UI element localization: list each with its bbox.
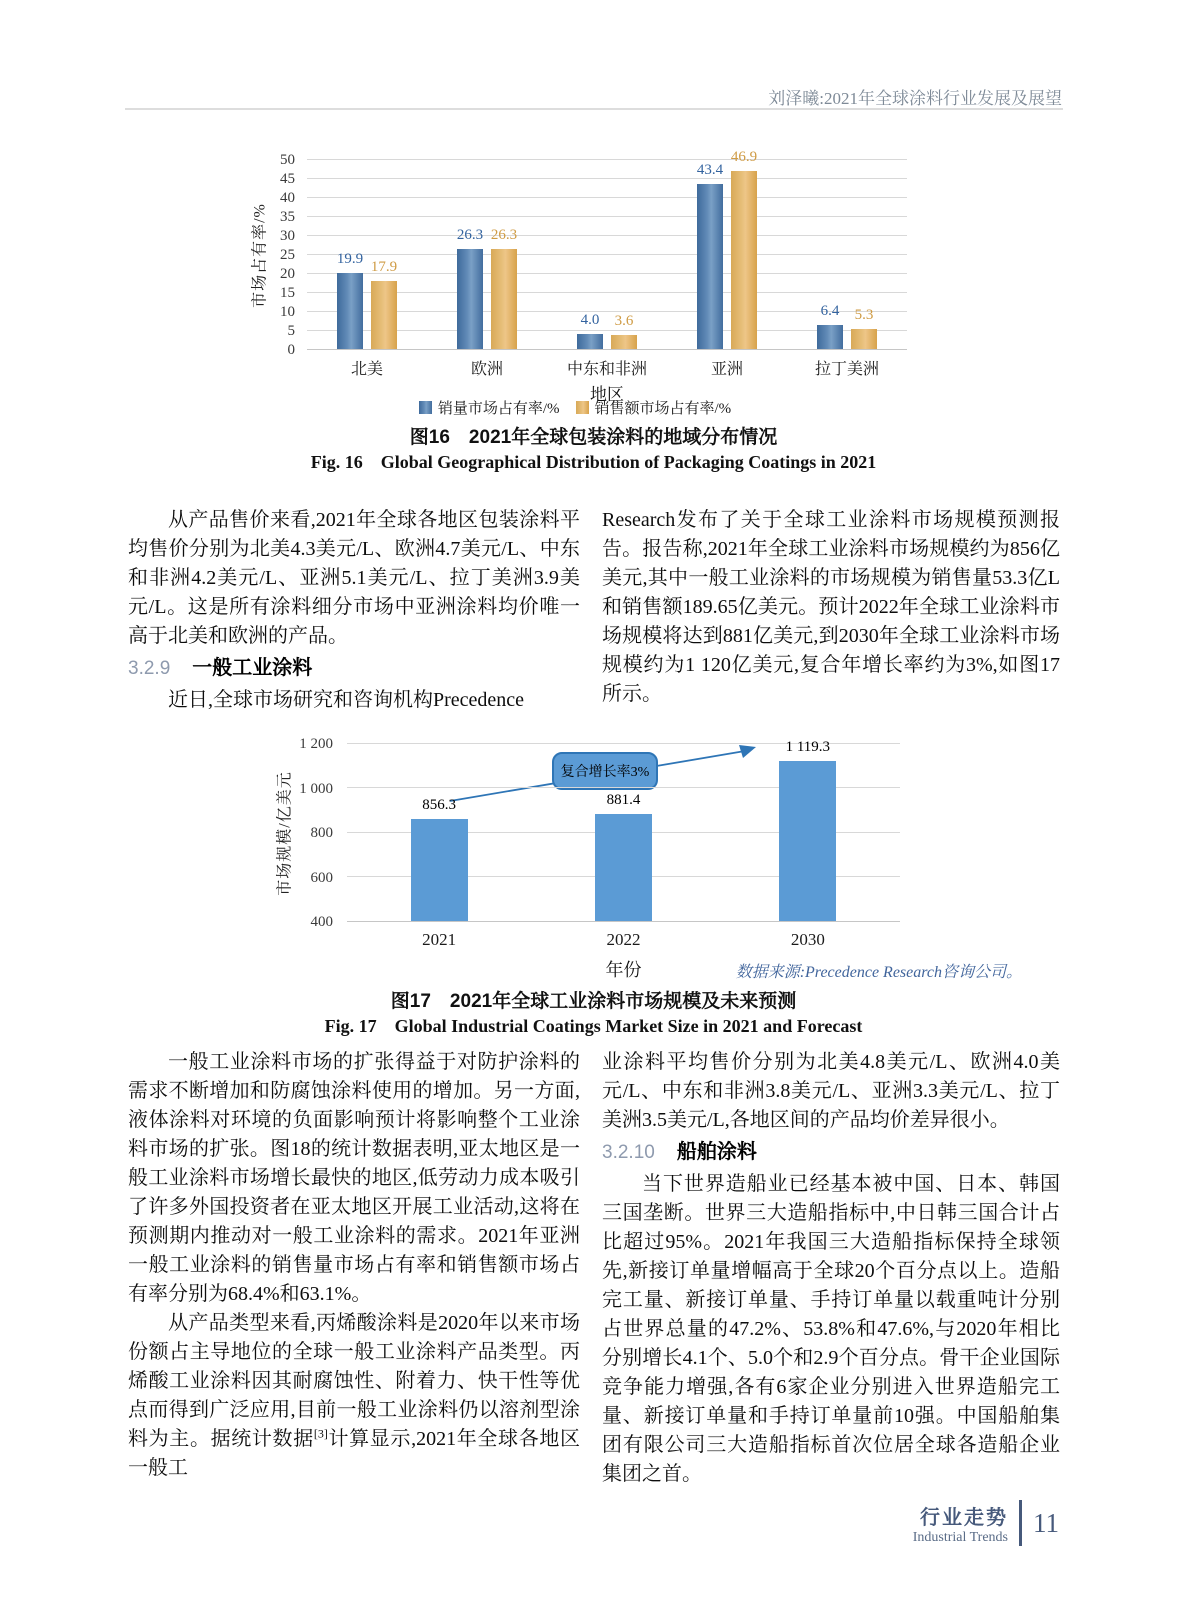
right-column-top xyxy=(602,506,1060,709)
footer-divider xyxy=(1019,1500,1022,1546)
figure17-caption-cn: 图17 2021年全球工业涂料市场规模及未来预测 xyxy=(390,991,797,1012)
y-tick-label: 400 xyxy=(310,914,333,930)
bar-value-label: 881.4 xyxy=(606,791,641,808)
y-tick-label: 35 xyxy=(280,209,295,225)
x-axis-categories xyxy=(347,930,900,950)
footer-section-cn: 行业走势 xyxy=(920,1506,1008,1529)
bar-value-label: 26.3 xyxy=(456,227,484,244)
figure16-chart xyxy=(225,138,925,428)
y-tick-label: 10 xyxy=(280,304,295,320)
section-heading-3-2-10 xyxy=(602,1138,1060,1167)
bar-value-label: 3.6 xyxy=(614,313,634,330)
bar-value-label: 43.4 xyxy=(696,162,724,179)
running-header: 刘泽曦:2021年全球涂料行业发展及展望 xyxy=(768,89,1062,108)
bar xyxy=(779,761,836,921)
right-column-bottom xyxy=(602,1048,1060,1489)
y-tick-label: 1 200 xyxy=(299,736,333,752)
bar xyxy=(817,325,843,349)
footer-section-en: Industrial Trends xyxy=(912,1529,1008,1545)
bar-value-label: 5.3 xyxy=(854,306,874,323)
x-axis-title: 年份 xyxy=(605,960,642,980)
data-source-note: 数据来源:Precedence Research咨询公司。 xyxy=(735,964,1022,981)
bar xyxy=(457,249,483,349)
bar-value-label: 19.9 xyxy=(336,251,364,268)
bar xyxy=(411,819,468,921)
header-divider xyxy=(125,108,1063,110)
figure16-caption-en: Fig. 16 Global Geographical Distribution of Packaging Coatings in 2021 xyxy=(310,452,877,472)
citation-ref: [3] xyxy=(313,1426,328,1441)
paragraph-text: 从产品类型来看,丙烯酸涂料是2020年以来市场份额占主导地位的全球一般工业涂料产品类型。丙烯酸工业涂料因其耐腐蚀性、附着力、快干性等优点而得到广泛应用,目前一般工业涂料仍以溶剂型涂料为主。据统计数据 xyxy=(128,1312,580,1450)
gridline xyxy=(307,197,907,198)
bar xyxy=(611,335,637,349)
y-tick-label: 5 xyxy=(287,323,295,339)
gridline xyxy=(307,178,907,179)
y-axis-ticks xyxy=(251,152,295,358)
y-tick-label: 0 xyxy=(287,342,295,358)
x-axis-categories xyxy=(307,356,907,379)
x-tick-label: 2030 xyxy=(790,930,825,949)
plot-area xyxy=(307,148,907,350)
y-axis-title: 市场规模/亿美元 xyxy=(276,771,294,896)
y-axis-ticks xyxy=(283,736,333,930)
bar xyxy=(595,814,652,921)
section-title: 船舶涂料 xyxy=(676,1141,757,1163)
page-footer xyxy=(913,1500,1059,1546)
footer-section xyxy=(913,1501,1008,1546)
bar-value-label: 17.9 xyxy=(370,258,398,275)
legend-swatch xyxy=(576,401,589,414)
x-tick-label: 欧洲 xyxy=(470,361,503,378)
bar xyxy=(697,184,723,349)
bar xyxy=(337,273,363,349)
y-tick-label: 45 xyxy=(280,171,295,187)
chart-legend xyxy=(225,397,925,418)
y-tick-label: 1 000 xyxy=(299,780,333,797)
x-tick-label: 拉丁美洲 xyxy=(814,361,879,378)
gridline xyxy=(307,159,907,160)
cagr-annotation: 复合增长率3% xyxy=(552,752,658,790)
paragraph: 业涂料平均售价分别为北美4.8美元/L、欧洲4.0美元/L、中东和非洲3.8美元/L、亚洲3.3美元/L、拉丁美洲3.5美元/L,各地区间的产品均价差异很小。 xyxy=(602,1051,1060,1131)
y-tick-label: 20 xyxy=(280,266,295,282)
left-column-top xyxy=(128,506,580,715)
section-number: 3.2.9 xyxy=(128,658,171,679)
x-tick-label: 北美 xyxy=(350,361,383,378)
legend-item xyxy=(576,397,732,418)
bar xyxy=(371,281,397,349)
x-tick-label: 亚洲 xyxy=(710,361,743,378)
section-title: 一般工业涂料 xyxy=(192,657,313,679)
paragraph: 近日,全球市场研究和咨询机构Precedence xyxy=(168,689,525,711)
gridline xyxy=(307,235,907,236)
x-tick-label: 2022 xyxy=(606,930,641,949)
bar-value-label: 46.9 xyxy=(730,148,758,165)
bar xyxy=(491,249,517,349)
y-tick-label: 800 xyxy=(310,825,333,841)
gridline xyxy=(307,311,907,312)
legend-label: 销售额市场占有率/% xyxy=(594,401,732,417)
bar-value-label: 856.3 xyxy=(422,797,457,814)
paragraph xyxy=(128,1309,580,1483)
legend-swatch xyxy=(419,401,432,414)
paragraph: 一般工业涂料市场的扩张得益于对防护涂料的需求不断增加和防腐蚀涂料使用的增加。另一方面,液体涂料对环境的负面影响预计将影响整个工业涂料市场的扩张。图18的统计数据表明,亚太地区是一般工业涂料市场增长最快的地区,低劳动力成本吸引了许多外国投资者在亚太地区开展工业活动,这将在预测期内推动对一般工业涂料的需求。2021年亚洲一般工业涂料的销售量市场占有率和销售额市场占有率分别为68.4%和63.1%。 xyxy=(128,1051,580,1305)
paragraph: Research发布了关于全球工业涂料市场规模预测报告。报告称,2021年全球工业涂料市场规模约为856亿美元,其中一般工业涂料的市场规模为销售量53.3亿L和销售额189.65亿美元。预计2022年全球工业涂料市场规模将达到881亿美元,到2030年全球工业涂料市场规模约为1 120亿美元,复合年增长率约为3%,如图17所示。 xyxy=(602,509,1060,705)
paragraph-text: 计算显示,2021年全球各地区一般工 xyxy=(128,1428,581,1479)
y-axis-title: 市场占有率/% xyxy=(251,203,269,308)
section-heading-3-2-9 xyxy=(128,654,580,683)
gridline xyxy=(307,254,907,255)
legend-item xyxy=(419,397,560,418)
legend-label: 销量市场占有率/% xyxy=(437,401,560,417)
bar xyxy=(577,334,603,349)
page-number: 11 xyxy=(1033,1507,1059,1538)
bar-value-label: 4.0 xyxy=(580,311,600,328)
y-tick-label: 50 xyxy=(280,152,295,168)
y-tick-label: 15 xyxy=(280,285,295,301)
figure17-caption-en: Fig. 17 Global Industrial Coatings Market Size in 2021 and Forecast xyxy=(324,1016,863,1036)
bar-value-label: 26.3 xyxy=(490,227,518,244)
bar xyxy=(851,329,877,349)
bar xyxy=(731,171,757,349)
y-tick-label: 40 xyxy=(280,190,295,206)
paragraph: 当下世界造船业已经基本被中国、日本、韩国三国垄断。世界三大造船指标中,中日韩三国合计占比超过95%。2021年我国三大造船指标保持全球领先,新接订单量增幅高于全球20个百分点以上。造船完工量、新接订单量、手持订单量以载重吨计分别占世界总量的47.2%、53.8%和47.6%,与2020年相比分别增长4.1个、5.0个和2.9个百分点。骨干企业国际竞争能力增强,各有6家企业分别进入世界造船完工量、新接订单量和手持订单量前10强。中国船舶集团有限公司三大造船指标首次位居全球各造船企业集团之首。 xyxy=(602,1173,1060,1485)
gridline xyxy=(307,292,907,293)
paragraph: 从产品售价来看,2021年全球各地区包装涂料平均售价分别为北美4.3美元/L、欧洲4.7美元/L、中东和非洲4.2美元/L、亚洲5.1美元/L、拉丁美洲3.9美元/L。这是所有涂料细分市场中亚洲涂料均价唯一高于北美和欧洲的产品。 xyxy=(128,509,580,647)
gridline xyxy=(307,216,907,217)
section-number: 3.2.10 xyxy=(602,1142,655,1163)
y-tick-label: 600 xyxy=(310,869,333,886)
left-column-bottom xyxy=(128,1048,580,1483)
x-tick-label: 中东和非洲 xyxy=(566,361,647,378)
figure16-caption-cn: 图16 2021年全球包装涂料的地域分布情况 xyxy=(409,427,778,448)
figure17-chart xyxy=(262,718,922,980)
y-tick-label: 25 xyxy=(280,247,295,263)
x-tick-label: 2021 xyxy=(422,930,457,949)
plot-area xyxy=(347,738,900,922)
x-axis-title: 地区 xyxy=(590,385,624,404)
bar-value-label: 6.4 xyxy=(820,302,840,319)
bar-value-label: 1 119.3 xyxy=(785,738,831,755)
y-tick-label: 30 xyxy=(280,228,295,244)
